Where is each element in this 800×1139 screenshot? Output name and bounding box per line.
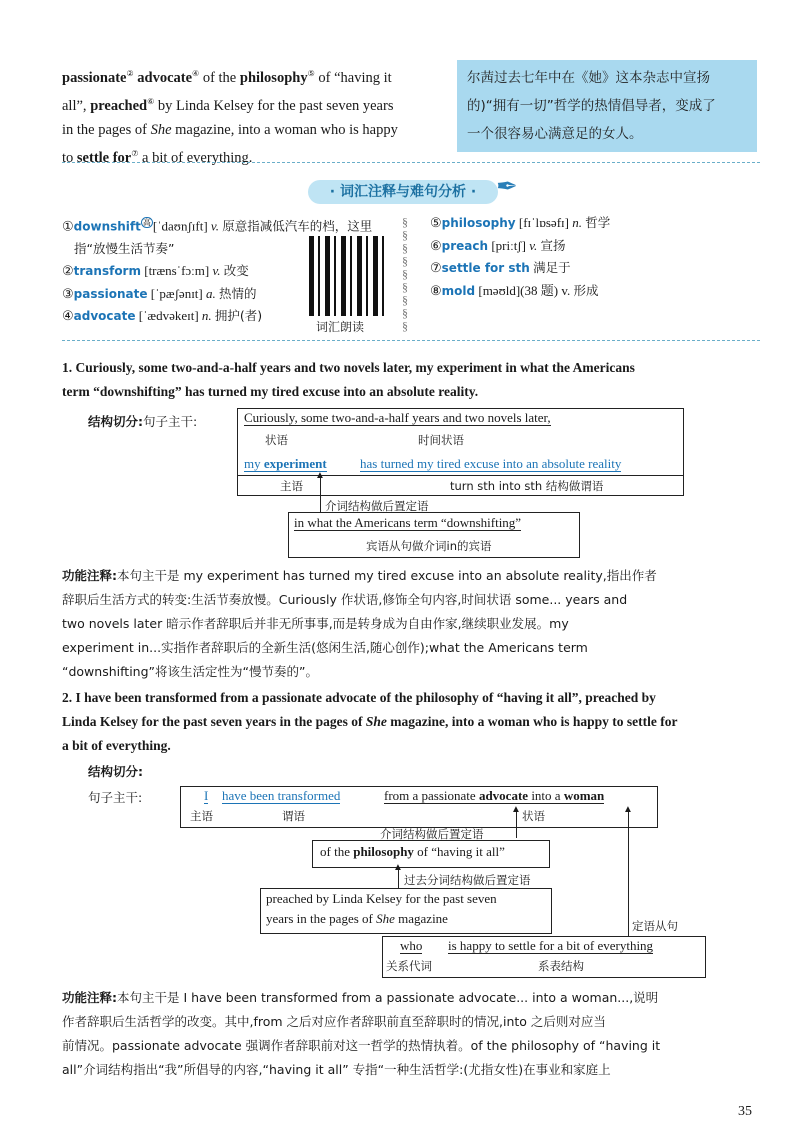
main-label-2: 句子主干: [88,790,143,805]
s2-subj-label: 主语 [190,809,213,823]
pen-icon: ✒ [496,172,518,201]
divider [62,340,760,341]
s2-mod1-label: 介词结构做后置定语 [380,827,484,841]
intro-text [62,62,452,169]
s1-note: 功能注释:本句主干是 my experiment has turned my tired excuse into an absolute reality,指出作者 辞职后生活方式的转变:生活节奏放慢。Curiously 作状语,修饰全句内容,时间状语 some... years and two novels later 暗示作者辞职后并非无所事事,而是转身成为自由作家,继续职业发展。my experiment in...实指作者辞职后的全新生活(悠闲生活,随心创作);what the Americans term “downshifting”将该生活定性为“慢节奏的”。 [62,568,657,679]
s1-pred-label: turn sth into sth 结构做谓语 [450,479,604,493]
translation-line-2: 的)“拥有一切”哲学的热情倡导者，变成了 [467,98,716,114]
qr-code[interactable] [309,236,389,316]
s2-link-label: 系表结构 [538,959,584,973]
vocab-item-4: ④advocate [ˈædvəkeɪt] n. 拥护(者) [62,308,263,324]
s2-adv-label: 状语 [522,809,545,823]
s1-box2-label: 宾语从句做介词in的宾语 [366,539,492,553]
s1-mod-label: 介词结构做后置定语 [325,499,429,513]
intro-line-3: in the pages of She magazine, into a woman who is happy [62,121,398,138]
intro-line-1: passionate② advocate④ of the philosophy⑤ of “having it [62,69,392,86]
divider [62,162,760,163]
zigzag-divider: § § § § § § § § § [402,215,408,333]
s2-predicate: have been transformed [222,788,341,803]
translation-box [457,60,757,152]
vocab-item-2: ②transform [trænsˈfɔːm] v. 改变 [62,263,249,279]
page-number: 35 [738,1104,752,1119]
s2-pred-label: 谓语 [282,809,305,823]
qr-label: 词汇朗读 [316,320,365,334]
s2-box1-text: of the philosophy of “having it all” [320,844,505,859]
struct-label-2: 结构切分: [88,764,143,779]
s2-who: who [400,938,423,953]
arrow-up-icon: ▲ [393,862,403,873]
struct-label-1: 结构切分:句子主干: [88,414,198,429]
vocab-item-7: ⑦settle for sth 满足于 [430,260,571,275]
s1-box-sep [237,475,684,476]
vocab-item-1: ①downshift $^高$ [ˈdaʊnʃɪft] v. 原意指减低汽车的档，这里 [62,218,373,234]
intro-line-4: to settle for⑦ a bit of everything. [62,148,253,166]
s2-relpron-label: 关系代词 [386,959,432,973]
arrow-up-icon: ▲ [511,804,521,815]
s2-box2-l2: years in the pages of She magazine [266,911,448,926]
vocab-item-1-cont: 指“放慢生活节奏” [74,240,175,256]
s2-subject: I [204,788,209,803]
s1-time-adv-label: 时间状语 [418,433,464,447]
sentence-1: 1. Curiously, some two-and-a-half years and two novels later, my experiment in what the Americans term “downshifting” has turned my tired excuse into an absolute reality. [62,360,635,399]
translation-line-3: 一个很容易心满意足的女人。 [467,126,643,142]
s2-rest: from a passionate advocate into a woman [384,788,605,803]
s1-subj-label: 主语 [280,479,303,493]
vocab-item-3: ③passionate [ˈpæʃənɪt] a. 热情的 [62,285,257,301]
vocab-title: · 词汇注释与难句分析 · [308,180,498,204]
arrow-up-icon: ▲ [315,470,325,481]
translation-line-1: 尔茜过去七年中在《她》这本杂志中宣扬 [467,70,710,86]
s1-box2-text: in what the Americans term “downshifting” [294,515,522,530]
s1-arrow [320,478,321,512]
s1-box1-text: Curiously, some two-and-a-half years and two novels later, [244,410,551,425]
vocab-item-5: ⑤philosophy [fɪˈlɒsəfɪ] n. 哲学 [430,215,611,230]
s2-note: 功能注释:本句主干是 I have been transformed from a passionate advocate... into a woman...,说明 作者辞职后生活哲学的改变。其中,from 之后对应作者辞职前直至辞职时的情况,into 之后则对应当 前情况。passionate advocate 强调作者辞职前对这一哲学的热情执着。of the philosophy of “having it all”介词结构指出“我”所倡导的内容,“having it all” 专指“一种生活哲学:(尤指女性)在事业和家庭上 [62,990,661,1077]
vocab-right [430,212,610,302]
vocab-item-8: ⑧mold [məʊld](38 题) v. 形成 [430,282,599,298]
vocab-item-6: ⑥preach [priːtʃ] v. 宣扬 [430,237,566,253]
s1-subject: my experiment [244,456,327,471]
s2-box3-rest: is happy to settle for a bit of everything [448,938,654,953]
s1-predicate: has turned my tired excuse into an absolute reality [360,456,622,471]
s2-box2-l1: preached by Linda Kelsey for the past seven [266,891,497,906]
sentence-2: 2. I have been transformed from a passionate advocate of the philosophy of “having it all”, preached by Linda Kelsey for the past seven years in the pages of She magazine, into a woman who is happy to settle for a bit of everything. [62,690,678,753]
intro-line-2: all”, preached⑥ by Linda Kelsey for the past seven years [62,96,394,114]
s2-mod2-label: 过去分词结构做后置定语 [404,873,531,887]
s2-rel-label: 定语从句 [632,919,678,933]
arrow-up-icon: ▲ [623,804,633,815]
s2-arrow-3 [628,808,629,936]
s1-adv-label: 状语 [265,433,288,447]
